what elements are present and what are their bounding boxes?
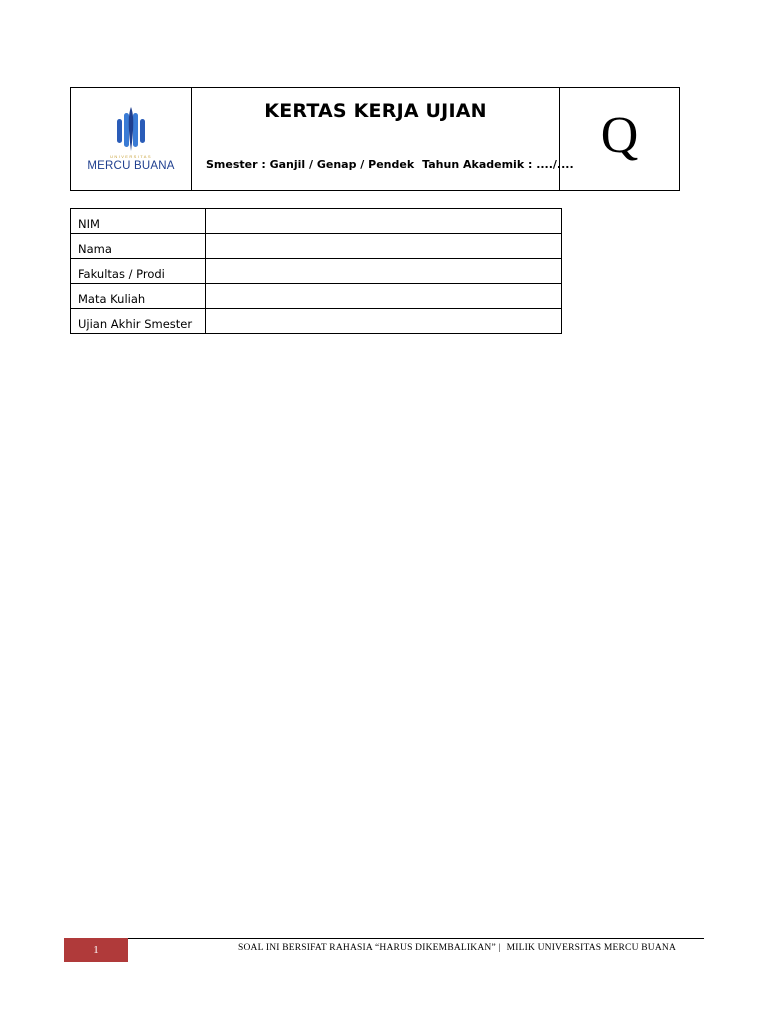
table-row (71, 284, 562, 309)
fakultas-prodi-label: Fakultas / Prodi (71, 259, 206, 284)
title-cell (192, 88, 574, 190)
semester-label: Smester : Ganjil / Genap / Pendek (206, 158, 415, 171)
logo-cell (71, 88, 192, 190)
table-row (71, 259, 562, 284)
ujian-field[interactable] (206, 309, 562, 334)
nim-field[interactable] (206, 209, 562, 234)
nama-label: Nama (71, 234, 206, 259)
page-number-badge (64, 938, 128, 962)
footer-divider (128, 938, 704, 939)
semester-line (206, 158, 574, 171)
logo-name: MERCU BUANA (87, 159, 175, 172)
mata-kuliah-field[interactable] (206, 284, 562, 309)
nama-field[interactable] (206, 234, 562, 259)
logo-univ-label: UNIVERSITAS (110, 153, 152, 159)
university-logo-icon (114, 107, 148, 151)
q-cell (560, 88, 679, 190)
tahun-akademik-label: Tahun Akademik : ..../.... (422, 158, 574, 171)
confidential-notice: SOAL INI BERSIFAT RAHASIA “HARUS DIKEMBALIKAN” | (238, 943, 501, 953)
table-row (71, 234, 562, 259)
student-info-table (70, 208, 562, 334)
fakultas-prodi-field[interactable] (206, 259, 562, 284)
exam-header (70, 87, 680, 191)
page-number: 1 (93, 944, 99, 956)
owner-notice: MILIK UNIVERSITAS MERCU BUANA (506, 943, 677, 953)
mata-kuliah-label: Mata Kuliah (71, 284, 206, 309)
nim-label: NIM (71, 209, 206, 234)
footer-text (238, 943, 676, 953)
table-row (71, 309, 562, 334)
table-row (71, 209, 562, 234)
page-title: KERTAS KERJA UJIAN (264, 100, 487, 122)
ujian-label: Ujian Akhir Smester (71, 309, 206, 334)
q-mark: Q (600, 107, 639, 164)
